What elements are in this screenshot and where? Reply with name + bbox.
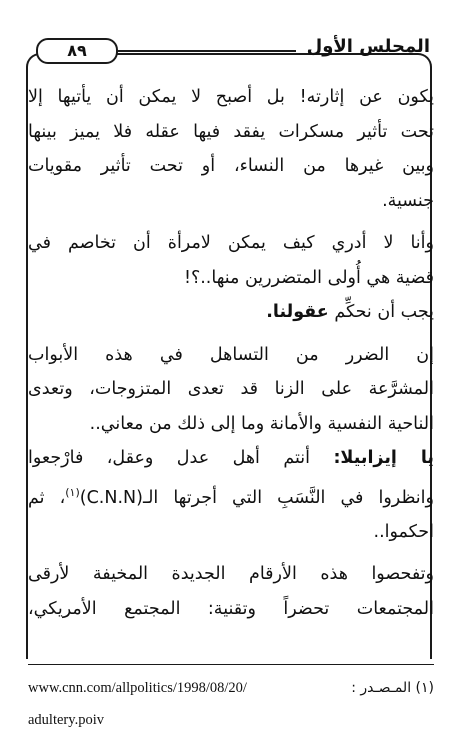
- footnote-reference: (١): [65, 485, 80, 499]
- text-segment: يجب أن نحكِّم: [334, 302, 434, 322]
- text-segment: ، ثم: [28, 487, 66, 508]
- text-line: المجتمعات تحضراً وتقنية: المجتمع الأمريكي،: [28, 598, 434, 619]
- organization-name: (C.N.N): [79, 487, 143, 508]
- text-line: جنسية.: [382, 190, 434, 211]
- paragraph-5: [28, 441, 434, 549]
- text-segment: وانظروا في النَّسَبِ التي أجرتها الـ: [142, 487, 434, 508]
- text-line: قضية هي أُولى المتضررين منها..؟!: [183, 267, 434, 288]
- text-segment: أنتم أهل عدل وعقل، فارْجعوا: [28, 448, 310, 468]
- body-text: [28, 80, 434, 626]
- emphasized-text: عقولنا.: [266, 302, 329, 322]
- footnote-url-continued: adultery.poiv: [28, 712, 104, 728]
- text-line: [28, 441, 434, 476]
- speaker-name: يا إيزابيلا:: [333, 448, 434, 468]
- paragraph-6: [28, 557, 434, 626]
- footnote: [28, 676, 434, 732]
- paragraph-3: [28, 295, 434, 330]
- paragraph-2: [28, 226, 434, 295]
- paragraph-4: [28, 338, 434, 442]
- text-line: [28, 295, 434, 330]
- footnote-url: www.cnn.com/allpolitics/1998/08/20/: [28, 680, 247, 696]
- chapter-title: المجلس الأول: [306, 36, 430, 57]
- footnote-label: (١) المـصـدر :: [351, 680, 434, 696]
- text-line: احكموا..: [373, 521, 434, 542]
- text-line: الناحية النفسية والأمانة وما إلى ذلك من معاني..: [89, 413, 434, 434]
- text-line: إن الضرر من التساهل في هذه الأبواب: [28, 344, 434, 365]
- text-line: المشرَّعة على الزنا قد تعدى المتزوجات، وتعدى: [28, 379, 434, 399]
- text-line: يكون عن إثارته! بل أصبح لا يمكن أن يأتيها إلا: [28, 87, 434, 107]
- text-line: [28, 476, 434, 515]
- footnote-divider: [28, 664, 434, 665]
- text-line: وتفحصوا هذه الأرقام الجديدة المخيفة لأرقى: [28, 564, 434, 585]
- paragraph-1: [28, 80, 434, 218]
- header-divider: [118, 50, 296, 52]
- text-line: وأنا لا أدري كيف يمكن لامرأة أن تخاصم في: [28, 233, 434, 253]
- page-number: ٨٩: [36, 38, 118, 64]
- text-line: تحت تأثير مسكرات يفقد فيها عقله فلا يميز بينها: [28, 121, 434, 142]
- text-line: وبين غيرها من النساء، أو تحت تأثير مقويات: [28, 156, 434, 176]
- footnote-line: [28, 676, 434, 700]
